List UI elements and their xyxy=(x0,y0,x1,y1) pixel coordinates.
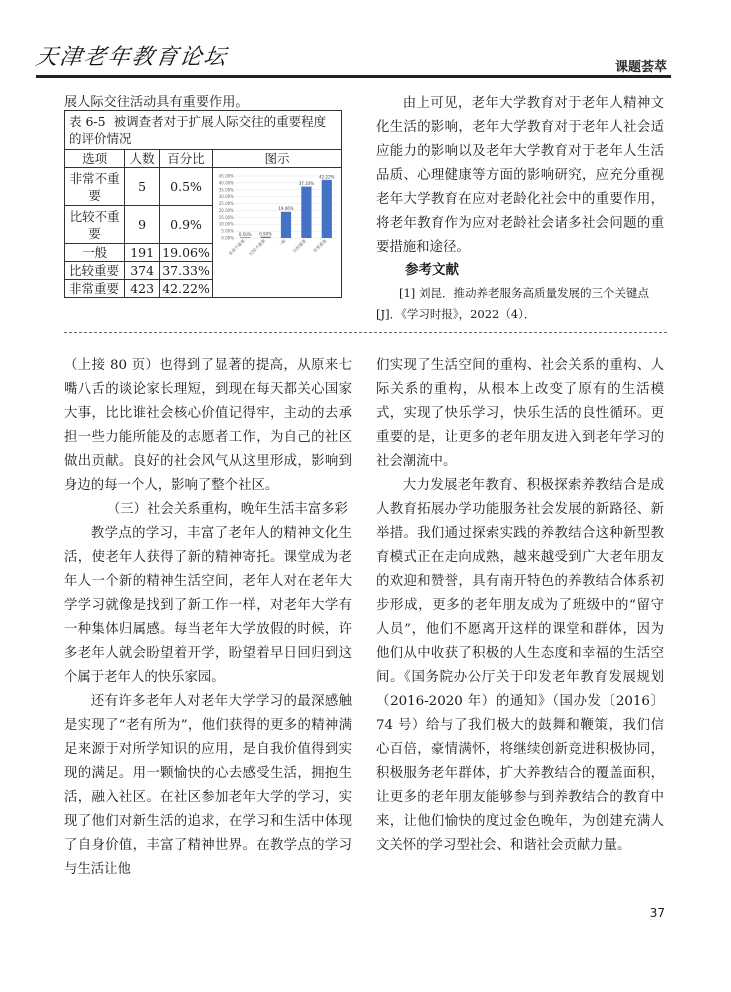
y-tick-label: 10.00% xyxy=(218,221,234,227)
table-row xyxy=(65,168,342,206)
y-tick-label: 40.00% xyxy=(218,180,234,186)
bar-chart xyxy=(213,168,341,293)
table-cell-option: 非常重要 xyxy=(65,280,125,298)
bar xyxy=(281,212,291,238)
section-tag: 课题荟萃 xyxy=(614,60,667,75)
reference-item: [1] 刘昆．推动养老服务高质量发展的三个关键点[J]．《学习时报》，2022（4）． xyxy=(376,286,649,321)
section-divider xyxy=(64,332,667,333)
masthead-logo: 天津老年教育论坛 xyxy=(33,45,230,70)
data-label: 37.33% xyxy=(298,181,315,187)
y-tick-label: 45.00% xyxy=(218,173,234,179)
table-cell-count: 423 xyxy=(125,280,160,298)
header-rule xyxy=(36,75,671,78)
table-cell-percent: 0.5% xyxy=(160,168,213,206)
table-cell-percent: 19.06% xyxy=(160,244,213,262)
table-cell-option: 比较不重要 xyxy=(65,206,125,244)
data-label: 19.06% xyxy=(278,206,294,212)
page-number: 37 xyxy=(649,906,665,920)
body-paragraph: （上接 80 页）也得到了显著的提高，从原来七嘴八舌的谈论家长理短，到现在每天都关心国家大事，比比谁社会核心价值记得牢，主动的去承担一些力能所能及的志愿者工作，为自己的社区做出贡献。良好的社会风气从这里形成，影响到身边的每一个人，影响了整个社区。 xyxy=(64,358,352,493)
y-tick-label: 30.00% xyxy=(218,194,234,200)
x-tick-label: 非常重要 xyxy=(312,238,328,254)
table-caption-title: 被调查者对于扩展人际交往的重要程度的评价情况 xyxy=(69,114,327,146)
x-tick-label: 非常不重要 xyxy=(227,238,246,257)
table-caption xyxy=(65,111,342,150)
table-cell-option: 非常不重要 xyxy=(65,168,125,206)
table-header: 图示 xyxy=(213,150,342,168)
body-paragraph: 大力发展老年教育、积极探索养教结合是成人教育拓展办学功能服务社会发展的新路径、新举措。我们通过探索实践的养教结合这种新型教育模式正在走向成熟，越来越受到广大老年朋友的欢迎和赞誉，具有南开特色的养教结合体系初步形成，更多的老年朋友成为了班级中的“留守人员”，他们不愿离开这样的课堂和群体，因为他们从中收获了积极的人生态度和幸福的生活空间。《国务院办公厅关于印发老年教育发展规划（2016-2020 年）的通知》（国办发〔2016〕74 号）给与了我们极大的鼓舞和鞭策，我们信心百倍，豪情满怀，将继续创新竞进积极协同，积极服务老年群体，扩大养教结合的覆盖面积，让更多的老年朋友能够参与到养教结合的教育中来，让他们愉快的度过金色晚年，为创建充满人文关怀的学习型社会、和谐社会贡献力量。 xyxy=(376,478,664,853)
body-paragraph: 们实现了生活空间的重构、社会关系的重构、人际关系的重构，从根本上改变了原有的生活模式，实现了快乐学习，快乐生活的良性循环。更重要的是，让更多的老年朋友进入到老年学习的社会潮流中。 xyxy=(376,358,664,469)
body-paragraph: 还有许多老年人对老年大学学习的最深感触是实现了“老有所为”，他们获得的更多的精神满足来源于对所学知识的应用，是自我价值得到实现的满足。用一颗愉快的心去感受生活，拥抱生活，融入社区。在社区参加老年大学的学习，实现了他们对新生活的追求，在学习和生活中体现了自身价值，丰富了精神世界。在教学点的学习与生活让他 xyxy=(64,694,352,877)
table-cell-count: 191 xyxy=(125,244,160,262)
data-label: 0.50% xyxy=(238,231,252,237)
y-tick-label: 0.00% xyxy=(221,235,234,241)
table-cell-option: 比较重要 xyxy=(65,262,125,280)
intro-line: 展人际交往活动具有重要作用。 xyxy=(64,95,249,110)
x-tick-label: 比较重要 xyxy=(291,238,308,254)
table-cell-count: 9 xyxy=(125,206,160,244)
bar xyxy=(301,187,311,238)
table-header-row xyxy=(65,150,342,168)
bar xyxy=(322,180,332,238)
table-cell-option: 一般 xyxy=(65,244,125,262)
y-tick-label: 15.00% xyxy=(218,214,234,220)
table-caption-number: 表 6-5 xyxy=(69,114,106,129)
table-cell-count: 374 xyxy=(125,262,160,280)
table-cell-percent: 37.33% xyxy=(160,262,213,280)
table-header: 百分比 xyxy=(160,150,213,168)
left-column xyxy=(64,354,352,882)
table-header: 选项 xyxy=(65,150,125,168)
y-tick-label: 5.00% xyxy=(221,228,234,234)
body-paragraph: 教学点的学习，丰富了老年人的精神文化生活，使老年人获得了新的精神寄托。课堂成为老年人一个新的精神生活空间，老年人对在老年大学学习就像是找到了新工作一样，对老年大学有一种集体归属感。每当老年大学放假的时候，许多老年人就会盼望着开学，盼望着早日回归到这个属于老年人的快乐家园。 xyxy=(64,526,352,685)
y-tick-label: 25.00% xyxy=(218,201,234,207)
y-tick-label: 35.00% xyxy=(218,187,234,193)
table-cell-percent: 42.22% xyxy=(160,280,213,298)
survey-table xyxy=(64,110,342,298)
y-tick-label: 20.00% xyxy=(218,207,234,213)
table-header: 人数 xyxy=(125,150,160,168)
table-cell-count: 5 xyxy=(125,168,160,206)
chart-cell xyxy=(213,168,342,298)
right-column xyxy=(376,354,664,858)
x-tick-label: 比较不重要 xyxy=(247,238,267,257)
subheading: （三）社会关系重构，晚年生活丰富多彩 xyxy=(106,502,348,517)
references-title: 参考文献 xyxy=(405,262,459,278)
x-tick-label: 一般 xyxy=(277,238,287,248)
conclusion-paragraph: 由上可见，老年大学教育对于老年人精神文化生活的影响，老年大学教育对于老年人社会适应能力的影响以及老年大学教育对于老年人生活品质、心理健康等方面的影响研究，应充分重视老年大学教育在应对老龄化社会中的重要作用，将老年教育作为应对老龄社会诸多社会问题的重要措施和途径。 xyxy=(376,96,664,255)
table-cell-percent: 0.9% xyxy=(160,206,213,244)
data-label: 42.22% xyxy=(319,174,335,180)
data-label: 0.90% xyxy=(259,231,272,237)
